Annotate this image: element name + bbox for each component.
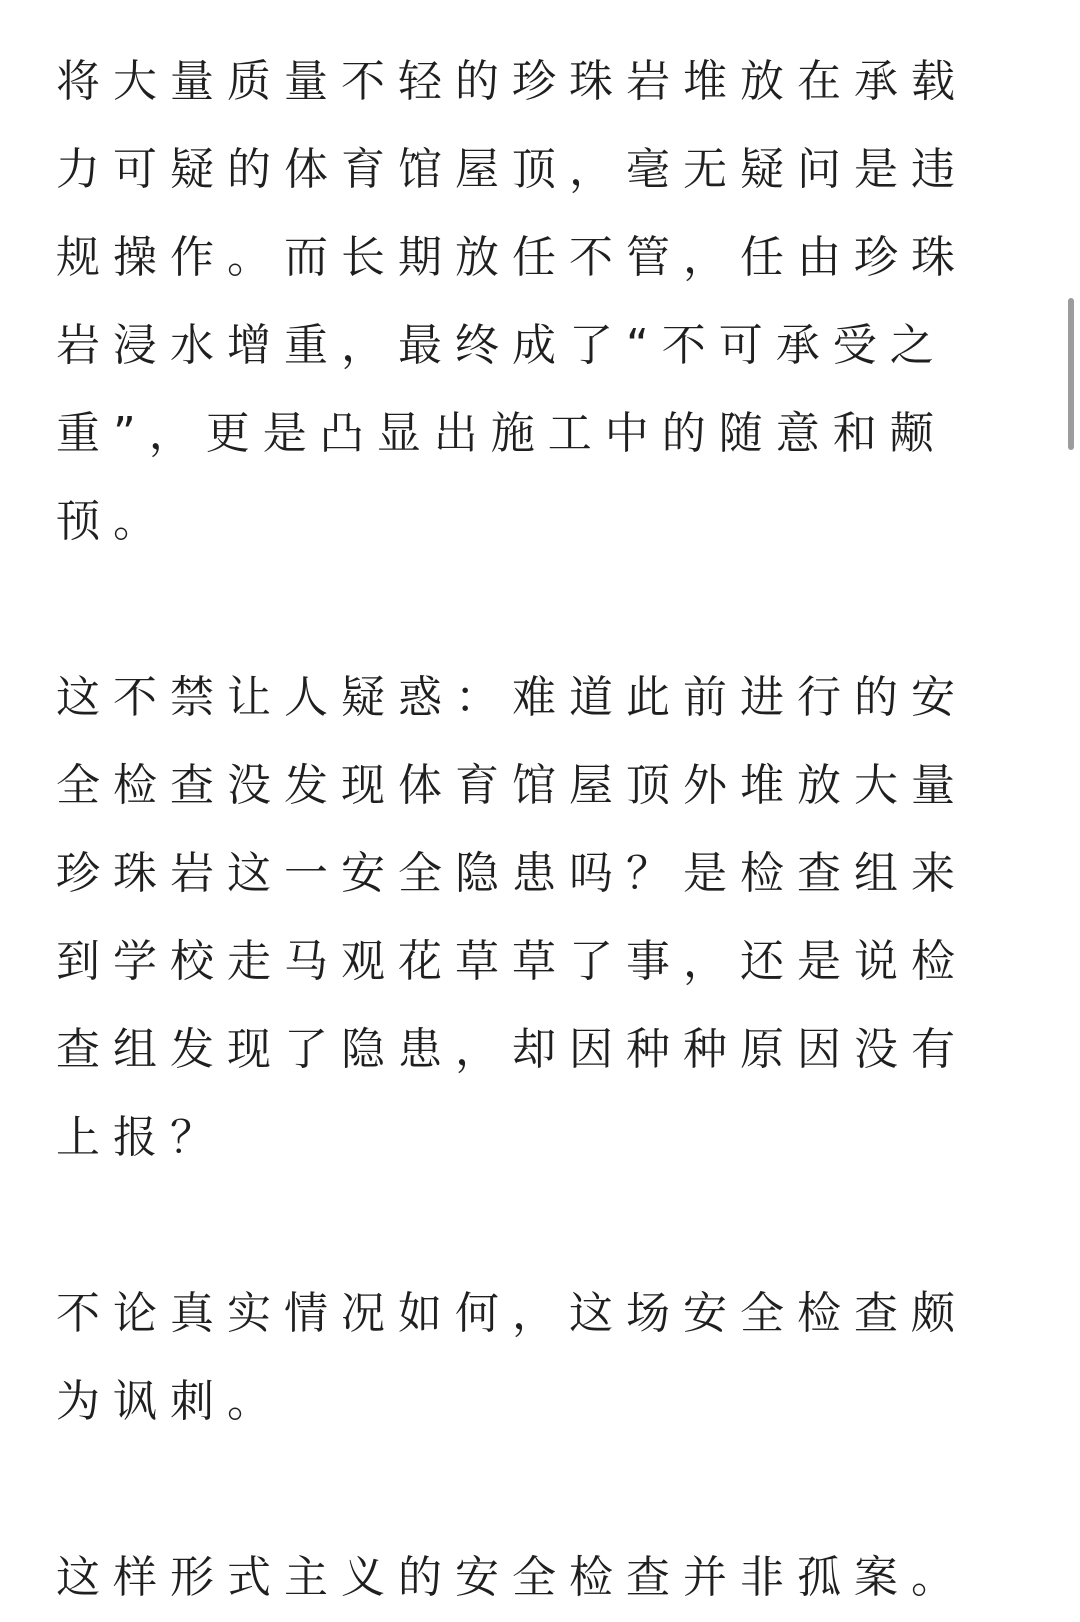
paragraph: 这不禁让人疑惑：难道此前进行的安全检查没发现体育馆屋顶外堆放大量珍珠岩这一安全隐患吗？是检查组来到学校走马观花草草了事，还是说检查组发现了隐患，却因种种原因没有上报？ bbox=[56, 672, 968, 1163]
paragraph: 将大量质量不轻的珍珠岩堆放在承载力可疑的体育馆屋顶，毫无疑问是违规操作。而长期放任不管，任由珍珠岩浸水增重，最终成了“不可承受之重”，更是凸显出施工中的随意和颟顸。 bbox=[56, 56, 968, 547]
scrollbar-thumb[interactable] bbox=[1068, 298, 1074, 450]
article-body bbox=[56, 38, 1022, 1622]
paragraph: 不论真实情况如何，这场安全检查颇为讽刺。 bbox=[56, 1288, 968, 1427]
paragraph: 这样形式主义的安全检查并非孤案。 bbox=[56, 1552, 968, 1603]
